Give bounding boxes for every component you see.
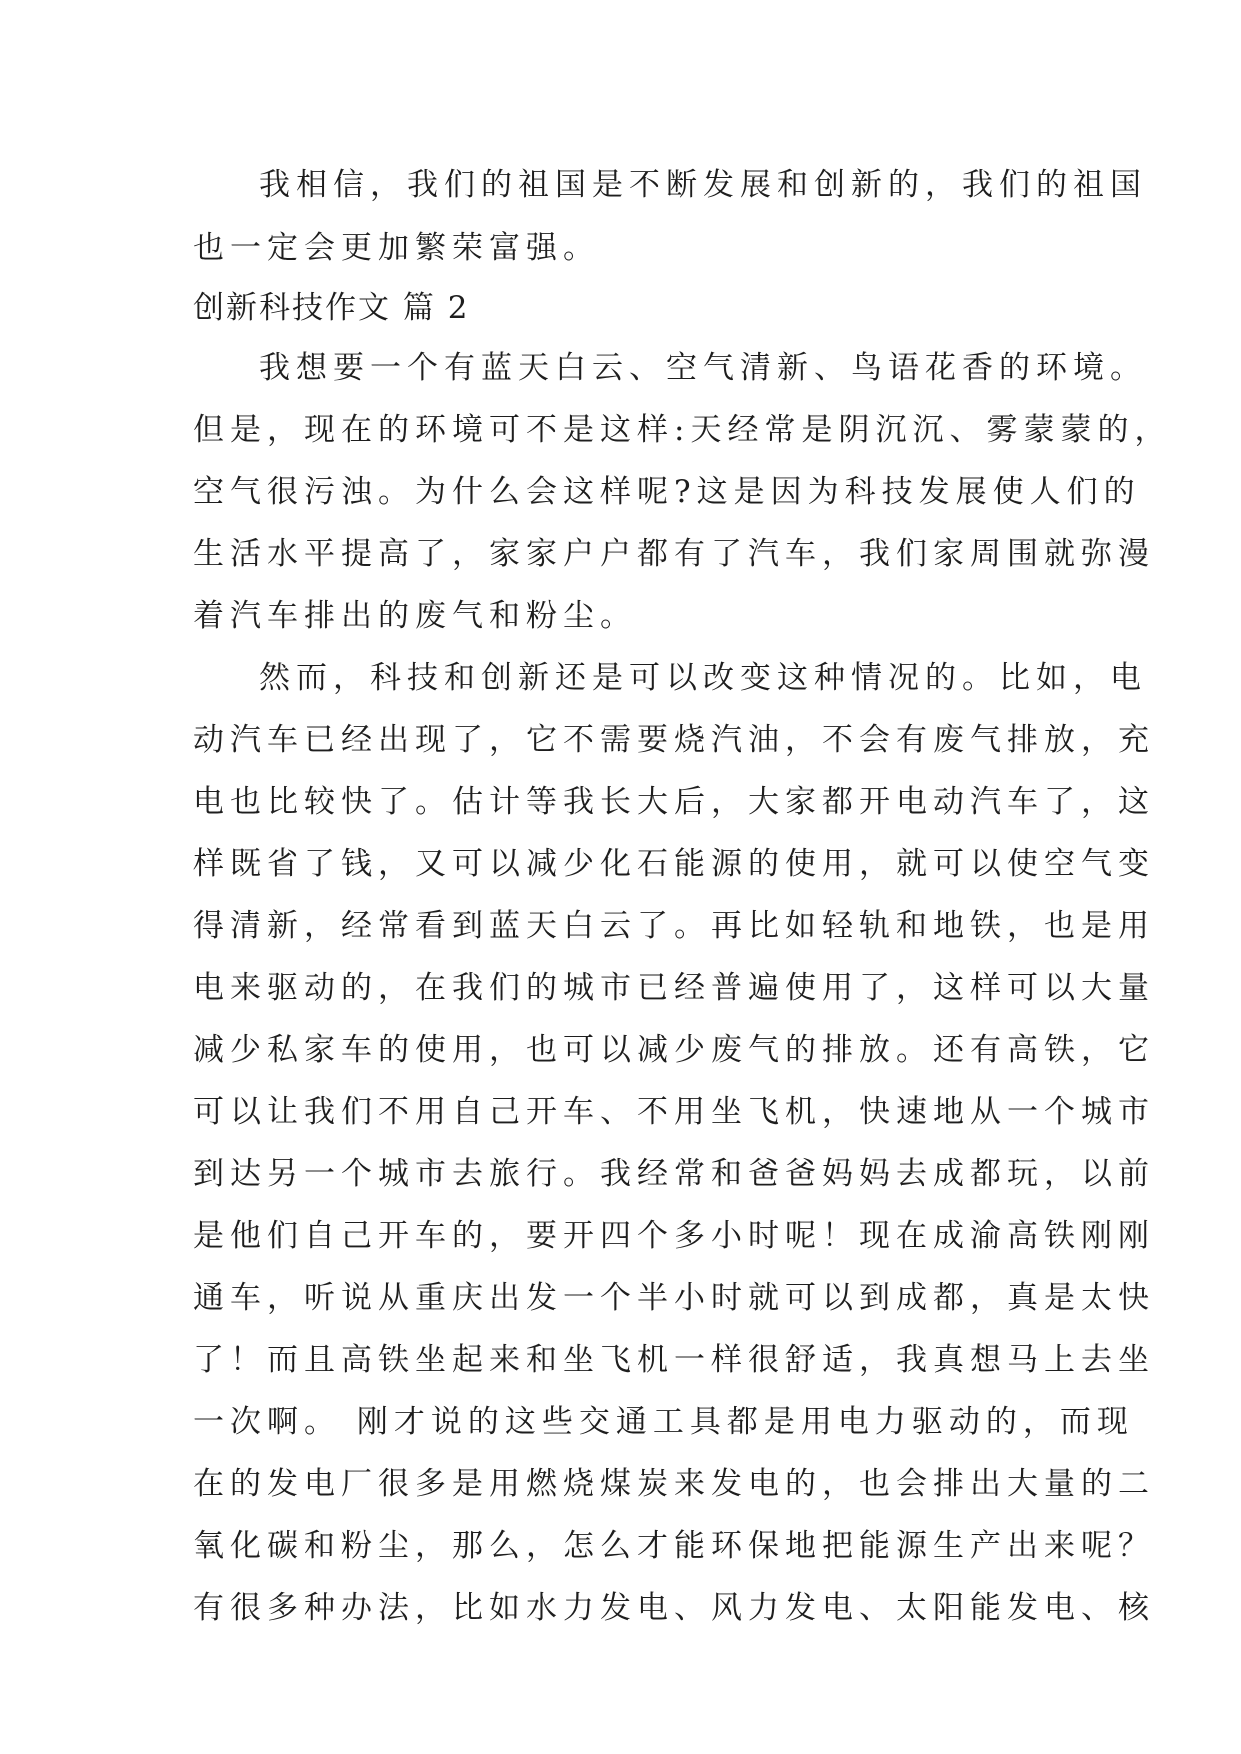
paragraph-3-line: 是他们自己开车的，要开四个多小时呢！现在成渝高铁刚刚	[193, 1218, 1155, 1254]
paragraph-1-line: 我相信，我们的祖国是不断发展和创新的，我们的祖国	[259, 167, 1147, 203]
paragraph-2-line: 但是，现在的环境可不是这样:天经常是阴沉沉、雾蒙蒙的，	[193, 412, 1172, 448]
paragraph-2-line: 生活水平提高了，家家户户都有了汽车，我们家周围就弥漫	[193, 536, 1155, 572]
section-heading: 创新科技作文 篇 2	[193, 290, 470, 326]
paragraph-3-line: 然而，科技和创新还是可以改变这种情况的。比如，电	[259, 660, 1147, 696]
paragraph-3-line: 减少私家车的使用，也可以减少废气的排放。还有高铁，它	[193, 1032, 1155, 1068]
paragraph-3-line: 有很多种办法，比如水力发电、风力发电、太阳能发电、核	[193, 1590, 1155, 1626]
paragraph-2-line: 着汽车排出的废气和粉尘。	[193, 598, 637, 634]
paragraph-1-line: 也一定会更加繁荣富强。	[193, 230, 600, 266]
paragraph-3-line: 通车，听说从重庆出发一个半小时就可以到成都，真是太快	[193, 1280, 1155, 1316]
paragraph-3-line: 可以让我们不用自己开车、不用坐飞机，快速地从一个城市	[193, 1094, 1155, 1130]
paragraph-3-line: 到达另一个城市去旅行。我经常和爸爸妈妈去成都玩，以前	[193, 1156, 1155, 1192]
paragraph-3-line: 一次啊。 刚才说的这些交通工具都是用电力驱动的，而现	[193, 1404, 1134, 1440]
paragraph-3-line: 了！而且高铁坐起来和坐飞机一样很舒适，我真想马上去坐	[193, 1342, 1155, 1378]
paragraph-3-line: 电也比较快了。估计等我长大后，大家都开电动汽车了，这	[193, 784, 1155, 820]
paragraph-2-line: 我想要一个有蓝天白云、空气清新、鸟语花香的环境。	[259, 350, 1147, 386]
paragraph-3-line: 在的发电厂很多是用燃烧煤炭来发电的，也会排出大量的二	[193, 1466, 1155, 1502]
paragraph-2-line: 空气很污浊。为什么会这样呢?这是因为科技发展使人们的	[193, 474, 1141, 510]
paragraph-3-line: 氧化碳和粉尘，那么，怎么才能环保地把能源生产出来呢？	[193, 1528, 1155, 1564]
paragraph-3-line: 样既省了钱，又可以减少化石能源的使用，就可以使空气变	[193, 846, 1155, 882]
paragraph-3-line: 动汽车已经出现了，它不需要烧汽油，不会有废气排放，充	[193, 722, 1155, 758]
paragraph-3-line: 电来驱动的，在我们的城市已经普遍使用了，这样可以大量	[193, 970, 1155, 1006]
paragraph-3-line: 得清新，经常看到蓝天白云了。再比如轻轨和地铁，也是用	[193, 908, 1155, 944]
